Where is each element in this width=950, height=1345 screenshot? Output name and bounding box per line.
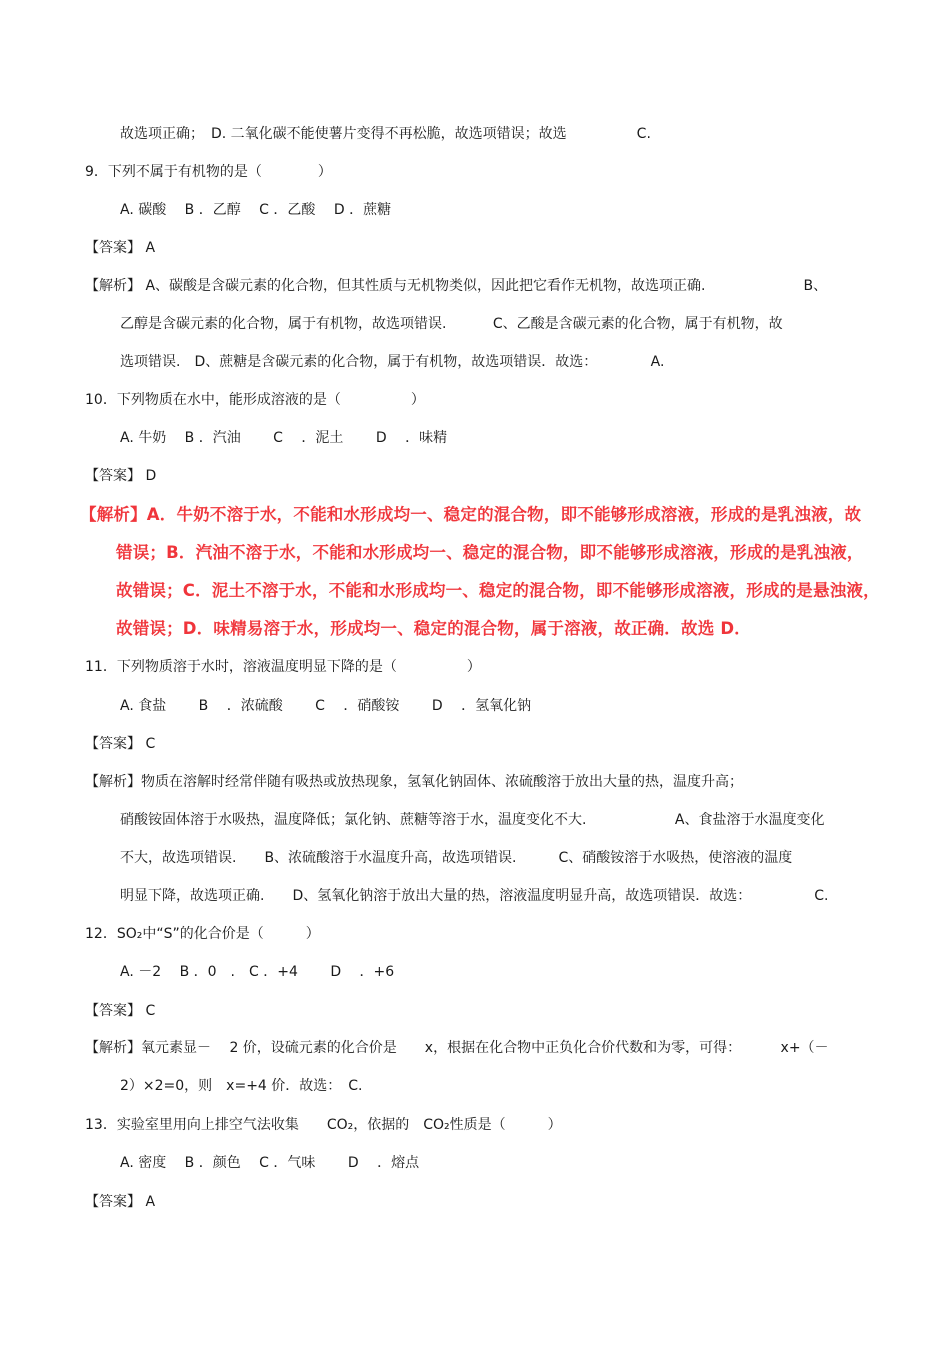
answer-11: 【答案】 C [85,736,156,752]
answer-13: 【答案】 A [85,1194,156,1210]
analysis-11-cont: 明显下降，故选项正确. D、氢氧化钠溶于放出大量的热，溶液温度明显升高，故选项错误．故选： C. [120,888,829,904]
analysis-11-cont: 硝酸铵固体溶于水吸热，温度降低；氯化钠、蔗糖等溶于水，温度变化不大. A、食盐溶于水温度变化 [120,812,825,828]
analysis-11-cont: 不大，故选项错误. B、浓硫酸溶于水温度升高，故选项错误. C、硝酸铵溶于水吸热，使溶液的温度 [120,850,793,866]
answer-12: 【答案】 C [85,1003,156,1019]
analysis-10-cont: 故错误；D．味精易溶于水，形成均一、稳定的混合物，属于溶液，故正确．故选 D． [116,619,751,638]
options-12: A. －2 B ．0 . C ．+4 D ．+6 [120,964,395,980]
analysis-11: 【解析】物质在溶解时经常伴随有吸热或放热现象，氢氧化钠固体、浓硫酸溶于放出大量的热，温度升高； [85,774,743,790]
analysis-9: 【解析】 A、碳酸是含碳元素的化合物，但其性质与无机物类似，因此把它看作无机物，故选项正确. B、 [85,278,828,294]
analysis-10-cont: 故错误；C．泥土不溶于水，不能和水形成均一、稳定的混合物，即不能够形成溶液，形成的是悬浊液， [116,581,880,600]
question-9: 9．下列不属于有机物的是（ ） [85,164,332,180]
analysis-10-cont: 错误；B．汽油不溶于水，不能和水形成均一、稳定的混合物，即不能够形成溶液，形成的是乳浊液， [116,543,864,562]
options-10: A. 牛奶 B ．汽油 C ．泥土 D ．味精 [120,430,448,446]
analysis-10: 【解析】A．牛奶不溶于水，不能和水形成均一、稳定的混合物，即不能够形成溶液，形成的是乳浊液，故 [80,505,862,524]
question-10: 10．下列物质在水中，能形成溶液的是（ ） [85,392,425,408]
analysis-12-cont: 2）×2=0，则 x=+4 价．故选： C. [120,1078,363,1094]
options-13: A. 密度 B ．颜色 C ．气味 D ．熔点 [120,1155,420,1171]
text-line: 故选项正确； D. 二氧化碳不能使薯片变得不再松脆，故选项错误；故选 C. [120,126,651,142]
analysis-9-cont: 选项错误. D、蔗糖是含碳元素的化合物，属于有机物，故选项错误．故选： A. [120,354,665,370]
question-13: 13．实验室里用向上排空气法收集 CO₂，依据的 CO₂性质是（ ） [85,1117,562,1133]
options-9: A. 碳酸 B ．乙醇 C ．乙酸 D ．蔗糖 [120,202,392,218]
options-11: A. 食盐 B ．浓硫酸 C ．硝酸铵 D ．氢氧化钠 [120,698,532,714]
question-12: 12．SO₂中“S”的化合价是（ ） [85,926,320,942]
analysis-12: 【解析】氧元素显－ 2 价，设硫元素的化合价是 x，根据在化合物中正负化合价代数和为零，可得： x+（－ [85,1040,829,1056]
analysis-9-cont: 乙醇是含碳元素的化合物，属于有机物，故选项错误. C、乙酸是含碳元素的化合物，属于有机物，故 [120,316,783,332]
answer-9: 【答案】 A [85,240,156,256]
question-11: 11．下列物质溶于水时，溶液温度明显下降的是（ ） [85,659,481,675]
answer-10: 【答案】 D [85,468,157,484]
